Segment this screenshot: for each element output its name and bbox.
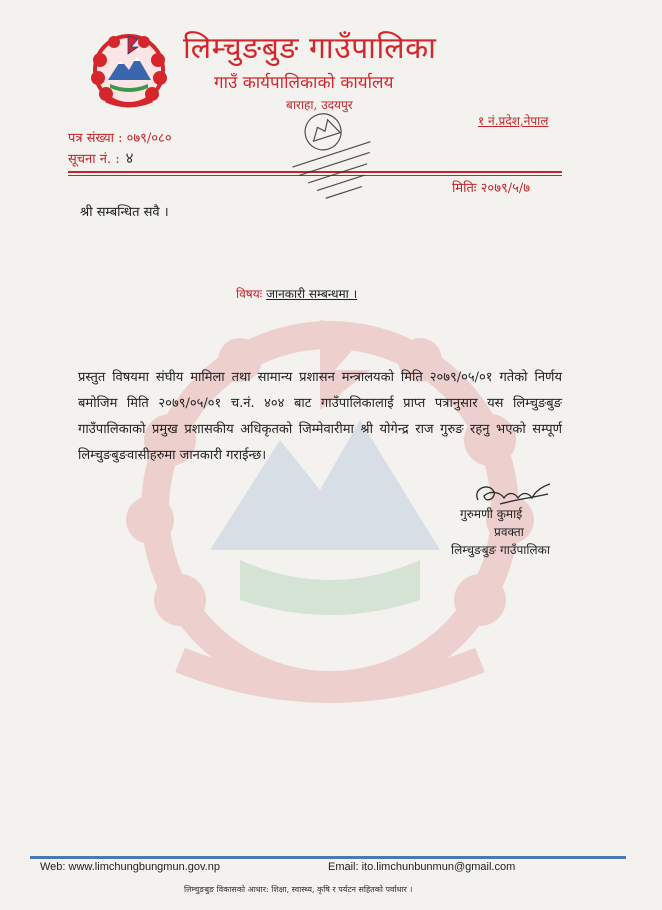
municipality-emblem: [88, 30, 170, 112]
footer-email: Email: ito.limchunbunmun@gmail.com: [328, 861, 516, 873]
office-address: बाराहा, उदयपुर: [286, 98, 353, 112]
notice-number: [68, 148, 133, 168]
office-title: गाउँ कार्यपालिकाको कार्यालय: [214, 73, 394, 93]
recipient-line: श्री सम्बन्धित सवै ।: [80, 205, 169, 220]
footer-divider: [30, 856, 626, 859]
subject-line: [236, 285, 357, 302]
letter-date: मितिः २०७९/५/७: [452, 181, 530, 196]
footer-website: Web: www.limchungbungmun.gov.np: [40, 861, 220, 873]
signatory-name: गुरुमणी कुमाई: [460, 507, 523, 521]
notice-number-label: सूचना नं. :: [68, 152, 120, 167]
reference-number: पत्र संख्या : ०७९/०८०: [68, 131, 172, 146]
letter-body: प्रस्तुत विषयमा संघीय मामिला तथा सामान्य प्रशासन मन्त्रालयको मिति २०७९/०५/०१ गतेको निर्णय बमोजिम मिति २०७९/०५/०१ च.नं. ४०४ बाट गाउँपालिकालाई प्राप्त पत्रानुसार यस लिम्चुङबुङ गाउँपालिकाको प्रमुख प्रशासकीय अधिकृतको जिम्मेवारीमा श्री योगेन्द्र राज गुरुङ रहनु भएको सम्पूर्ण लिम्चुङबुङवासीहरुमा जानकारी गराईन्छ।: [78, 370, 562, 463]
organization-title: लिम्चुङबुङ गाउँपालिका: [183, 31, 437, 66]
subject-label: विषयः: [236, 287, 263, 301]
subject-text: जानकारी सम्बन्धमा ।: [266, 287, 358, 301]
official-stamp: [262, 110, 392, 210]
footer-motto: लिम्चुङबुङ विकासको आधार: शिक्षा, स्वास्थ्य, कृषि र पर्यटन सहितको पर्वाधार ।: [184, 885, 413, 894]
signatory-title: प्रवक्ता: [494, 525, 524, 539]
signatory-organization: लिम्चुङबुङ गाउँपालिका: [451, 543, 550, 557]
province-label: १ नं.प्रदेश,नेपाल: [478, 114, 549, 128]
notice-number-value: ४: [125, 149, 134, 167]
